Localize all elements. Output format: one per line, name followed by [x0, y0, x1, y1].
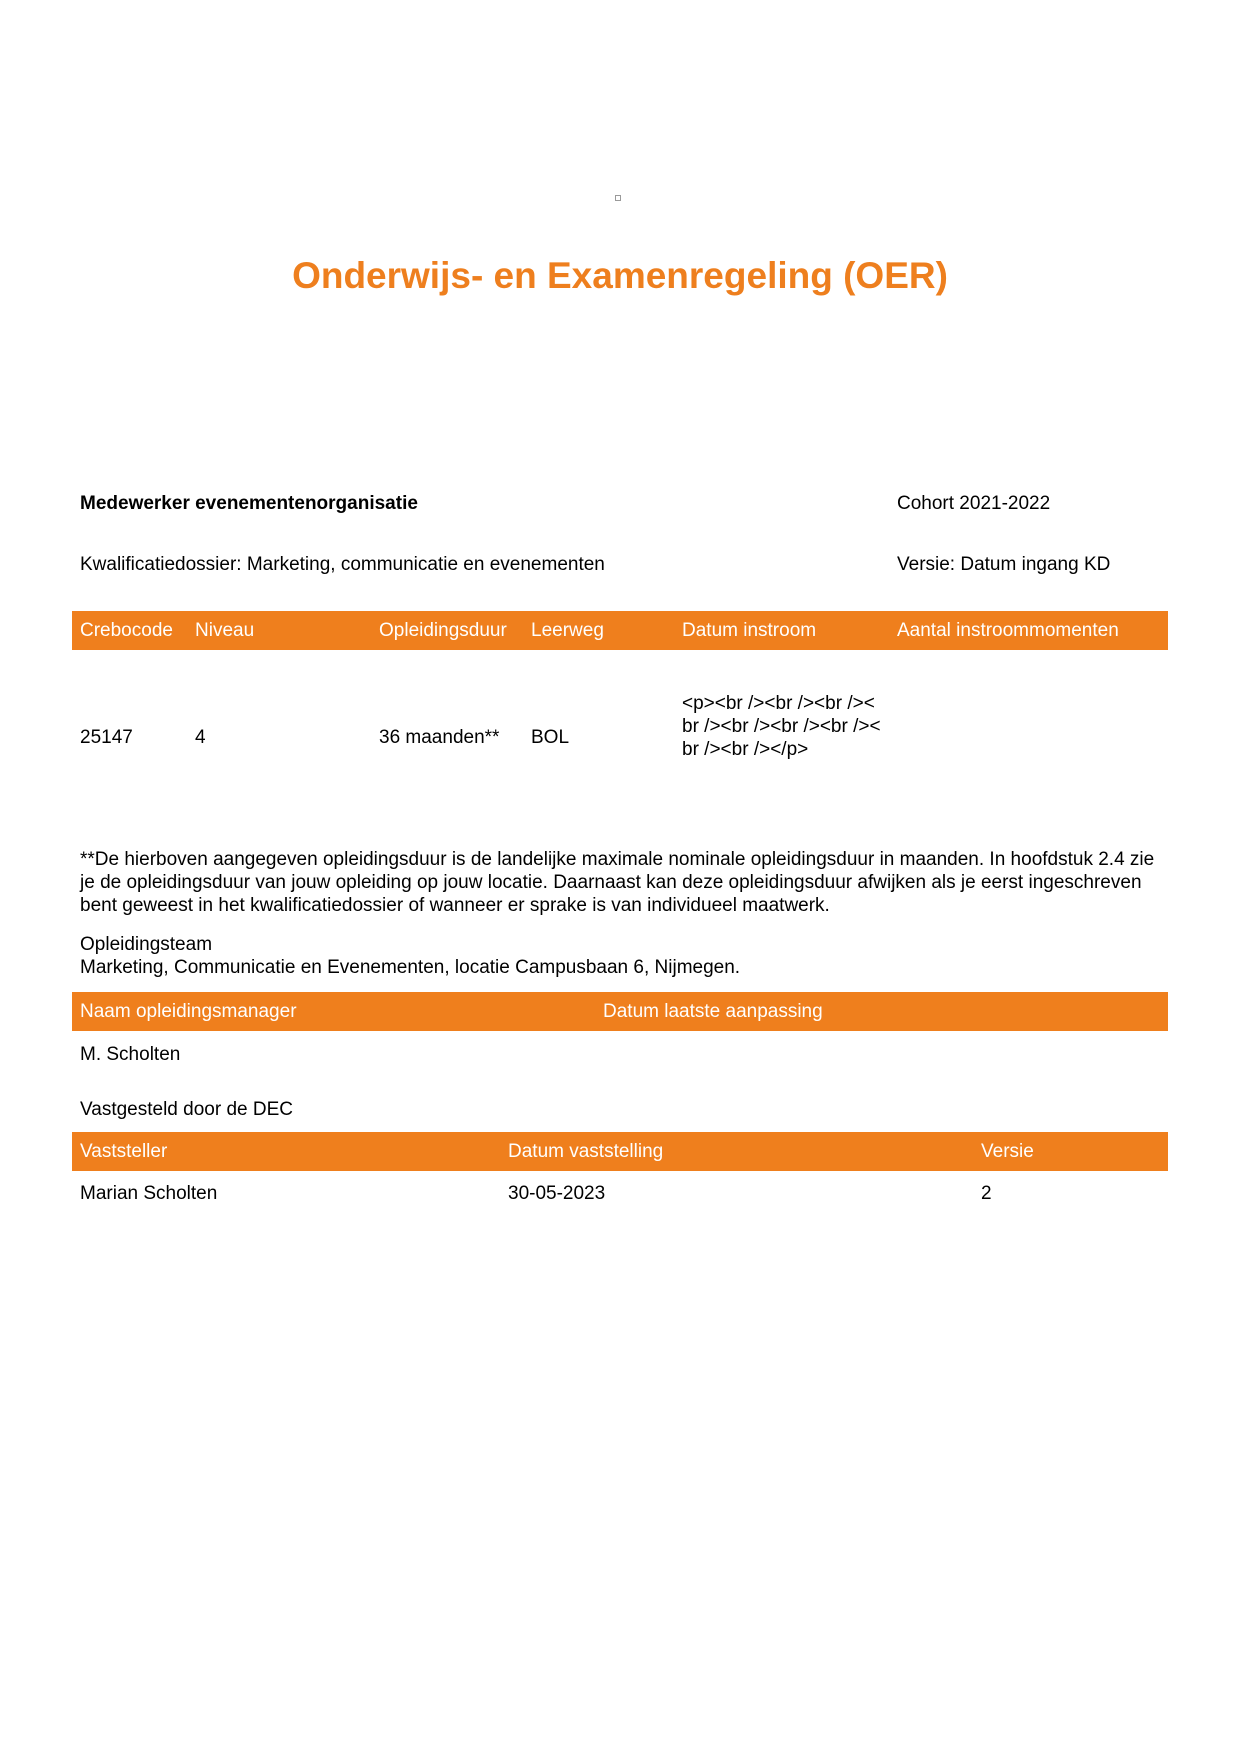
team-location: Marketing, Communicatie en Evenementen, locatie Campusbaan 6, Nijmegen.: [80, 957, 741, 978]
vastgesteld-label: Vastgesteld door de DEC: [80, 1099, 293, 1120]
cell-crebocode: 25147: [80, 727, 133, 748]
header-opleidingsduur: Opleidingsduur: [379, 620, 507, 641]
cell-opleidingsmanager: M. Scholten: [80, 1044, 181, 1065]
header-aantal-instroommomenten: Aantal instroommomenten: [897, 620, 1119, 641]
header-datum-laatste-aanpassing: Datum laatste aanpassing: [603, 1001, 823, 1022]
cell-vaststeller: Marian Scholten: [80, 1183, 218, 1204]
cell-niveau: 4: [195, 727, 206, 748]
cohort-label: Cohort 2021-2022: [897, 493, 1051, 514]
cell-datum-vaststelling: 30-05-2023: [508, 1183, 606, 1204]
footnote-text: **De hierboven aangegeven opleidingsduur is de landelijke maximale nominale opleidingsduur in maanden. In hoofdstuk 2.4 zie je de opleidingsduur van jouw opleiding op jouw locatie. Daarnaast kan deze opleidingsduur afwijken als je eerst ingeschreven bent geweest in het kwalificatiedossier of wanneer er sprake is van individueel maatwerk.: [80, 849, 1155, 916]
opleiding-table-header: [72, 611, 1168, 650]
cell-datum-instroom: <p><br /><br /><br /><br /><br /><br /><br /><br /><br /></p>: [682, 693, 881, 760]
header-niveau: Niveau: [195, 620, 255, 641]
manager-table-header: [72, 992, 1168, 1031]
vaststelling-table-header: [72, 1132, 1168, 1171]
header-crebocode: Crebocode: [80, 620, 173, 641]
cell-leerweg: BOL: [531, 727, 570, 748]
header-versie: Versie: [981, 1141, 1034, 1162]
header-leerweg: Leerweg: [531, 620, 604, 641]
cell-opleidingsduur: 36 maanden**: [379, 727, 500, 748]
header-datum-vaststelling: Datum vaststelling: [508, 1141, 664, 1162]
header-vaststeller: Vaststeller: [80, 1141, 168, 1162]
versie-kd-label: Versie: Datum ingang KD: [897, 554, 1111, 575]
logo-placeholder-icon: [615, 195, 621, 201]
header-datum-instroom: Datum instroom: [682, 620, 817, 641]
document-title: Onderwijs- en Examenregeling (OER): [292, 255, 948, 296]
kwalificatiedossier-label: Kwalificatiedossier: Marketing, communicatie en evenementen: [80, 554, 605, 575]
team-label: Opleidingsteam: [80, 934, 213, 955]
header-naam-opleidingsmanager: Naam opleidingsmanager: [80, 1001, 297, 1022]
opleiding-name: Medewerker evenementenorganisatie: [80, 493, 418, 514]
opleiding-table-row: [0, 650, 1240, 800]
cell-versie: 2: [981, 1183, 992, 1204]
